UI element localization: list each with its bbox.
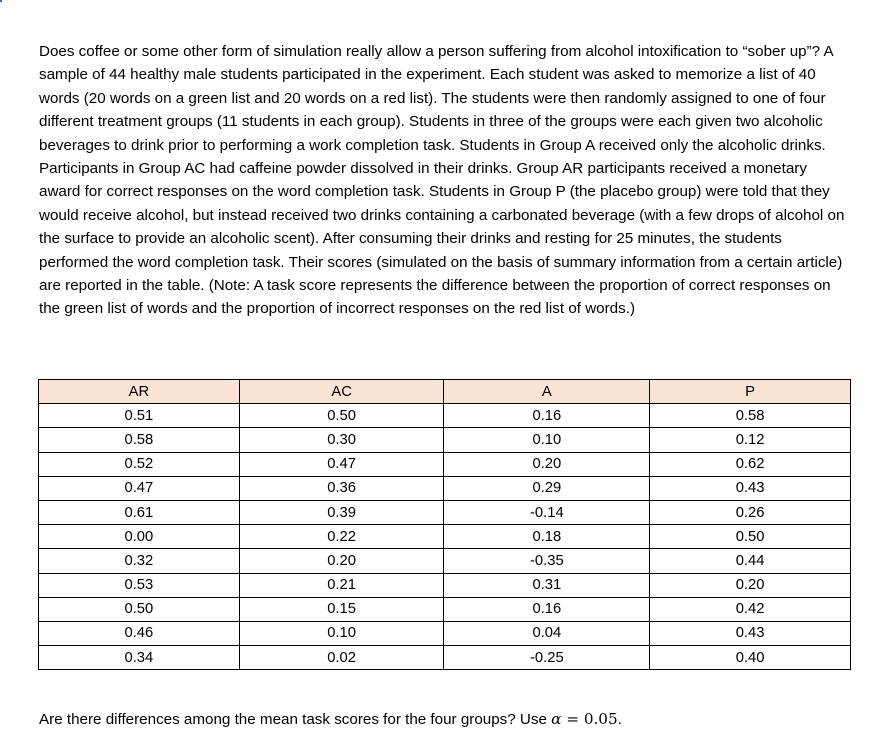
cell-ac: 0.22 bbox=[239, 525, 444, 549]
table-row bbox=[39, 428, 851, 452]
problem-statement: Does coffee or some other form of simulation really allow a person suffering from alcohol intoxification to “sober up”? A sample of 44 healthy male students participated in the experiment. Each student was asked to memorize a list of 40 words (20 words on a green list and 20 words on a red list). The students were then randomly assigned to one of four different treatment groups (11 students in each group). Students in three of the groups were each given two alcoholic beverages to drink prior to performing a work completion task. Students in Group A received only the alcoholic drinks. Participants in Group AC had caffeine powder dissolved in their drinks. Group AR participants received a monetary award for correct responses on the word completion task. Students in Group P (the placebo group) were told that they would receive alcohol, but instead received two drinks containing a carbonated beverage (with a few drops of alcohol on the surface to provide an alcoholic scent). After consuming their drinks and resting for 25 minutes, the students performed the word completion task. Their scores (simulated on the basis of summary information from a certain article) are reported in the table. (Note: A task score represents the difference between the proportion of correct responses on the green list of words and the proportion of incorrect responses on the red list of words.) bbox=[39, 43, 845, 318]
table-row bbox=[39, 476, 851, 500]
cell-ac: 0.21 bbox=[239, 573, 444, 597]
cell-a: 0.31 bbox=[444, 573, 650, 597]
table-row bbox=[39, 573, 851, 597]
cell-p: 0.43 bbox=[650, 621, 851, 645]
cell-ac: 0.36 bbox=[239, 476, 444, 500]
significance-level bbox=[551, 710, 617, 728]
cell-ar: 0.46 bbox=[39, 621, 240, 645]
cell-ar: 0.53 bbox=[39, 573, 240, 597]
table-row bbox=[39, 452, 851, 476]
cell-ar: 0.50 bbox=[39, 597, 240, 621]
cell-a: -0.14 bbox=[444, 500, 650, 524]
cell-p: 0.62 bbox=[650, 452, 851, 476]
column-header-p: P bbox=[650, 380, 851, 404]
cell-p: 0.20 bbox=[650, 573, 851, 597]
cell-a: 0.18 bbox=[444, 525, 650, 549]
alpha-symbol: α bbox=[551, 710, 562, 728]
cell-ac: 0.30 bbox=[239, 428, 444, 452]
cell-p: 0.40 bbox=[650, 646, 851, 670]
cell-ar: 0.58 bbox=[39, 428, 240, 452]
cell-ac: 0.02 bbox=[239, 646, 444, 670]
cell-ar: 0.00 bbox=[39, 525, 240, 549]
cell-ar: 0.61 bbox=[39, 500, 240, 524]
cell-ar: 0.51 bbox=[39, 404, 240, 428]
header-row bbox=[39, 380, 851, 404]
cell-a: 0.20 bbox=[444, 452, 650, 476]
cell-a: 0.16 bbox=[444, 597, 650, 621]
cell-a: 0.10 bbox=[444, 428, 650, 452]
cell-ar: 0.47 bbox=[39, 476, 240, 500]
cell-ar: 0.52 bbox=[39, 452, 240, 476]
question-period: . bbox=[617, 711, 622, 728]
cell-a: -0.35 bbox=[444, 549, 650, 573]
table-row bbox=[39, 525, 851, 549]
cell-ar: 0.34 bbox=[39, 646, 240, 670]
table-row bbox=[39, 500, 851, 524]
table-row bbox=[39, 646, 851, 670]
cell-ar: 0.32 bbox=[39, 549, 240, 573]
cell-ac: 0.50 bbox=[239, 404, 444, 428]
question-prompt: Are there differences among the mean task scores for the four groups? Use bbox=[39, 711, 552, 728]
alpha-value: 0.05 bbox=[583, 710, 618, 728]
table-row bbox=[39, 621, 851, 645]
cell-p: 0.43 bbox=[650, 476, 851, 500]
cell-ac: 0.15 bbox=[239, 597, 444, 621]
column-header-ar: AR bbox=[39, 380, 240, 404]
table-row bbox=[39, 549, 851, 573]
cell-p: 0.44 bbox=[650, 549, 851, 573]
cell-a: 0.16 bbox=[444, 404, 650, 428]
task-scores-table bbox=[38, 379, 851, 670]
cell-ac: 0.20 bbox=[239, 549, 444, 573]
cell-ac: 0.10 bbox=[239, 621, 444, 645]
table-row bbox=[39, 404, 851, 428]
cell-p: 0.12 bbox=[650, 428, 851, 452]
table-body bbox=[39, 404, 851, 670]
cell-a: 0.04 bbox=[444, 621, 650, 645]
equals-sign: = bbox=[561, 710, 584, 728]
question-text bbox=[39, 708, 622, 731]
cell-a: -0.25 bbox=[444, 646, 650, 670]
corner-mark bbox=[0, 0, 2, 2]
cell-p: 0.42 bbox=[650, 597, 851, 621]
table-row bbox=[39, 597, 851, 621]
cell-ac: 0.47 bbox=[239, 452, 444, 476]
cell-ac: 0.39 bbox=[239, 500, 444, 524]
cell-p: 0.58 bbox=[650, 404, 851, 428]
cell-a: 0.29 bbox=[444, 476, 650, 500]
cell-p: 0.50 bbox=[650, 525, 851, 549]
cell-p: 0.26 bbox=[650, 500, 851, 524]
column-header-ac: AC bbox=[239, 380, 444, 404]
column-header-a: A bbox=[444, 380, 650, 404]
